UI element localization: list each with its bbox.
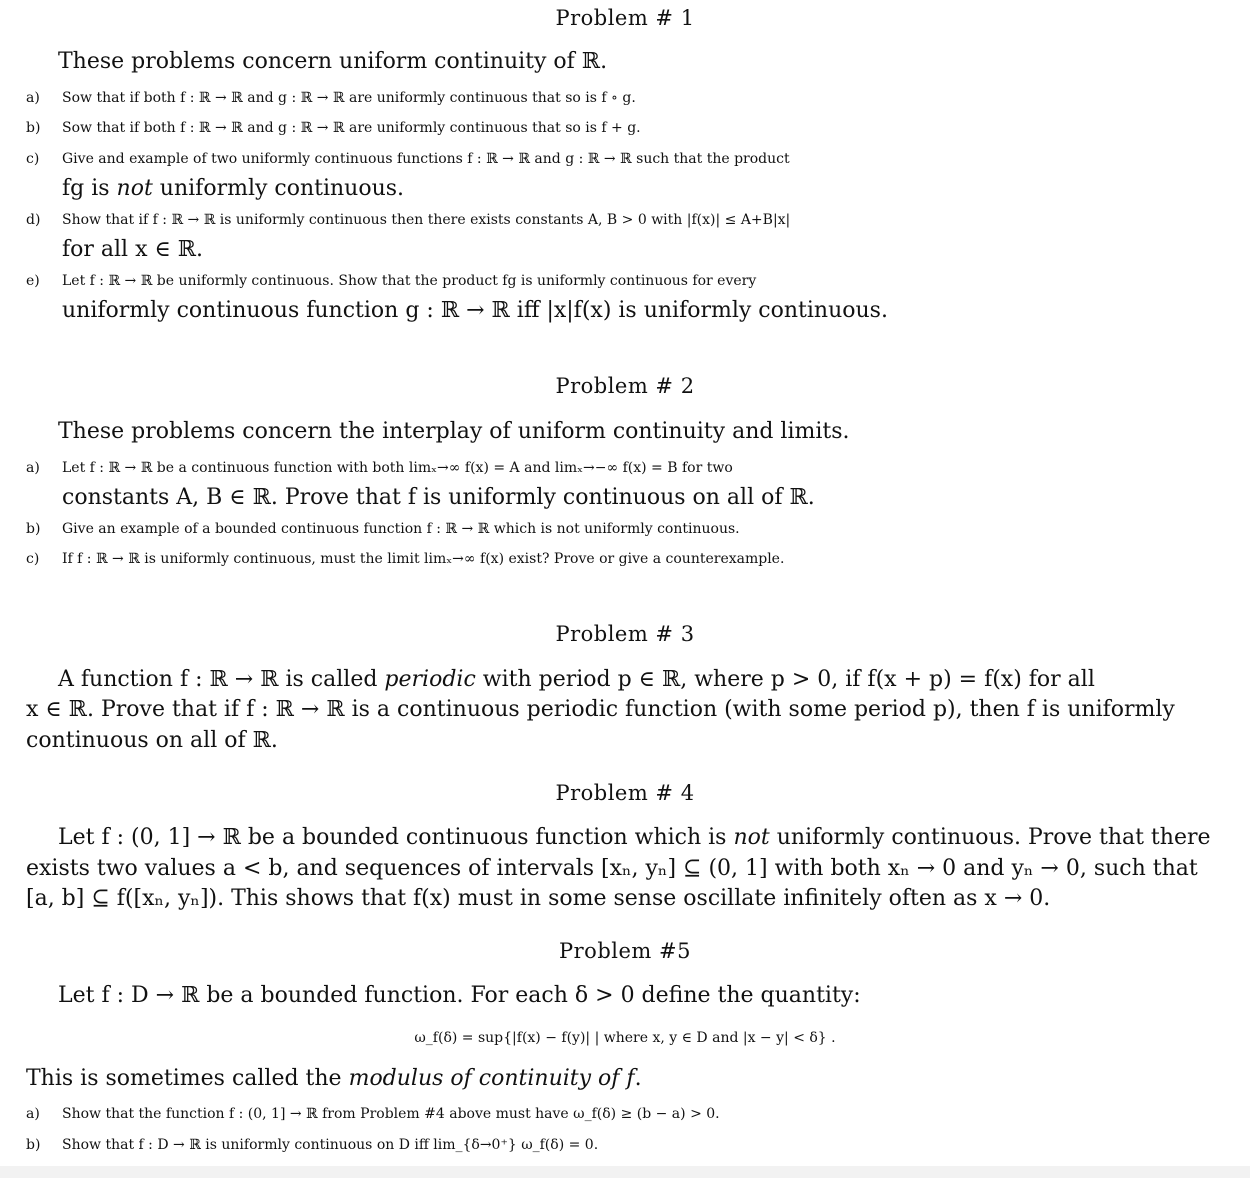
problem-4-title: Problem # 4 [555, 781, 695, 805]
part-text: If f : ℝ → ℝ is uniformly continuous, must the limit limₓ→∞ f(x) exist? Prove or give a counterexample. [62, 551, 785, 567]
part-text-post: uniformly continuous. [152, 176, 405, 201]
part-text-line-1: Let f : ℝ → ℝ be a continuous function with both limₓ→∞ f(x) = A and limₓ→−∞ f(x) = B for two [62, 460, 733, 476]
problem-1-title: Problem # 1 [555, 6, 695, 30]
emphasis-periodic: periodic [384, 667, 476, 692]
problem-1-part-a [0, 83, 1250, 113]
problem-3-line-3: continuous on all of ℝ. [26, 728, 278, 753]
part-text: Sow that if both f : ℝ → ℝ and g : ℝ → ℝ are uniformly continuous that so is f ∘ g. [62, 90, 636, 106]
problem-3-title: Problem # 3 [555, 622, 695, 646]
problem-2-title: Problem # 2 [555, 374, 695, 398]
text-post: with period p ∈ ℝ, where p > 0, if f(x + p) = f(x) for all [475, 667, 1095, 692]
part-text: Show that the function f : (0, 1] → ℝ from Problem #4 above must have ω_f(δ) ≥ (b − a) > 0. [62, 1106, 720, 1122]
emphasis-not: not [116, 176, 153, 201]
problem-1-part-d [0, 205, 1250, 235]
part-label: b) [26, 521, 41, 537]
part-text: Show that f : D → ℝ is uniformly continuous on D iff lim_{δ→0⁺} ω_f(δ) = 0. [62, 1137, 599, 1153]
problem-1-intro: These problems concern uniform continuity of ℝ. [58, 49, 608, 74]
problem-5-part-a [0, 1099, 1250, 1129]
problem-5-title: Problem #5 [559, 939, 691, 963]
problem-1-part-e [0, 266, 1250, 296]
problem-1-part-b [0, 113, 1250, 143]
problem-4-line-3: [a, b] ⊆ f([xₙ, yₙ]). This shows that f(x) must in some sense oscillate infinitely often as x → 0. [26, 886, 1051, 911]
problem-5-part-b [0, 1130, 1250, 1160]
problem-1-part-d-line-2: for all x ∈ ℝ. [62, 237, 204, 262]
part-text-line-1: Show that if f : ℝ → ℝ is uniformly continuous then there exists constants A, B > 0 with |f(x)| ≤ A+B|x| [62, 212, 791, 228]
text-pre: A function f : ℝ → ℝ is called [58, 667, 385, 692]
part-label: a) [26, 1106, 40, 1122]
problem-4-line-2: exists two values a < b, and sequences of intervals [xₙ, yₙ] ⊆ (0, 1] with both xₙ → 0 and yₙ → 0, such that [26, 856, 1198, 881]
problem-1-part-c [0, 144, 1250, 174]
modulus-formula: ω_f(δ) = sup{|f(x) − f(y)| | where x, y ∈ D and |x − y| < δ} . [414, 1030, 836, 1046]
part-label: a) [26, 90, 40, 106]
problem-2-part-a [0, 453, 1250, 483]
problem-5-after [26, 1064, 642, 1094]
text-post: . [634, 1066, 642, 1091]
part-label: b) [26, 1137, 41, 1153]
part-label: a) [26, 460, 40, 476]
text-pre: This is sometimes called the [26, 1066, 349, 1091]
part-label: d) [26, 212, 41, 228]
problem-5-intro: Let f : D → ℝ be a bounded function. For each δ > 0 define the quantity: [58, 983, 861, 1008]
part-label: c) [26, 551, 40, 567]
problem-1-part-c-line-2 [62, 174, 404, 204]
part-text-pre: fg is [62, 176, 117, 201]
page-bottom-edge [0, 1166, 1250, 1178]
text-post: uniformly continuous. Prove that there [769, 825, 1211, 850]
problem-2-part-b [0, 514, 1250, 544]
emphasis-not: not [733, 825, 770, 850]
emphasis-modulus: modulus of continuity of f [348, 1066, 635, 1091]
text-pre: Let f : (0, 1] → ℝ be a bounded continuous function which is [58, 825, 734, 850]
problem-1-part-e-line-2: uniformly continuous function g : ℝ → ℝ iff |x|f(x) is uniformly continuous. [62, 298, 888, 323]
problem-3-line-2: x ∈ ℝ. Prove that if f : ℝ → ℝ is a continuous periodic function (with some period p), then f is uniformly [26, 697, 1175, 722]
problem-4-line-1 [58, 823, 1211, 853]
part-text-line-1: Give and example of two uniformly continuous functions f : ℝ → ℝ and g : ℝ → ℝ such that the product [62, 151, 790, 167]
part-label: e) [26, 273, 40, 289]
part-label: c) [26, 151, 40, 167]
part-text-line-1: Let f : ℝ → ℝ be uniformly continuous. Show that the product fg is uniformly continuous for every [62, 273, 757, 289]
part-label: b) [26, 120, 41, 136]
problem-2-part-c [0, 544, 1250, 574]
problem-3-line-1 [58, 665, 1095, 695]
problem-2-part-a-line-2: constants A, B ∈ ℝ. Prove that f is uniformly continuous on all of ℝ. [62, 485, 815, 510]
part-text: Sow that if both f : ℝ → ℝ and g : ℝ → ℝ are uniformly continuous that so is f + g. [62, 120, 641, 136]
part-text: Give an example of a bounded continuous function f : ℝ → ℝ which is not uniformly continuous. [62, 521, 740, 537]
problem-2-intro: These problems concern the interplay of uniform continuity and limits. [58, 419, 850, 444]
